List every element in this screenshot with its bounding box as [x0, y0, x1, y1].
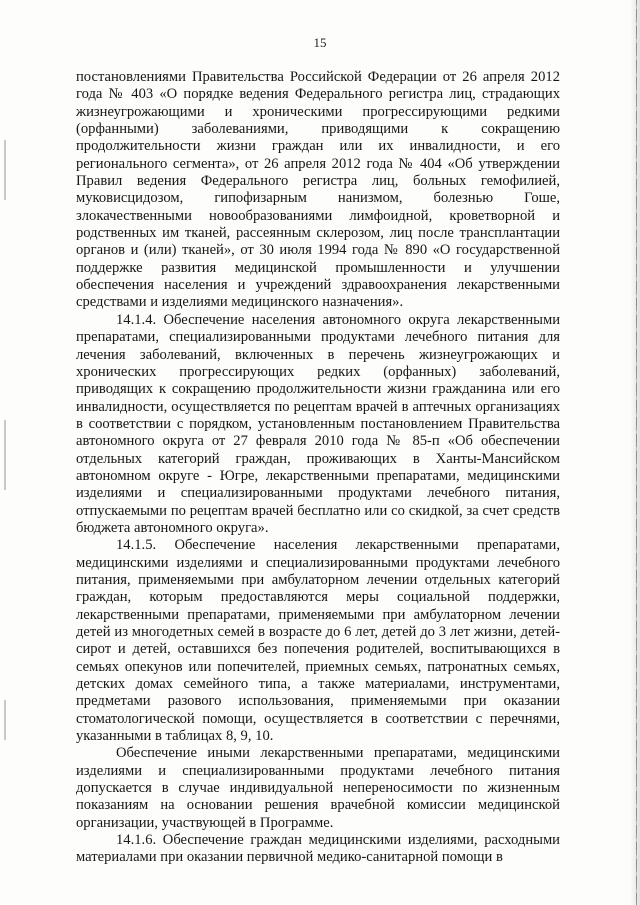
scan-mark [4, 140, 6, 200]
scan-mark [4, 700, 6, 740]
scan-mark [4, 420, 6, 490]
page-number: 15 [313, 35, 327, 50]
page-edge-line [636, 0, 637, 905]
paragraph-14-1-5: 14.1.5. Обеспечение населения лекарственными препаратами, медицинскими изделиями и специализированными продуктами лечебного питания, применяемыми при амбулаторном лечении отдельных категорий граждан, которым предоставляются меры социальной поддержки, лекарственными препаратами, применяемыми при амбулаторном лечении детей из многодетных семей в возрасте до 6 лет, детей до 3 лет жизни, детей-сирот и детей, оставшихся без попечения родителей, воспитывающихся в семьях опекунов или попечителей, приемных семьях, патронатных семьях, детских домах семейного типа, а также материалами, инструментами, предметами разового использования, применяемыми при оказании стоматологической помощи, осуществляется в соответствии с перечнями, указанными в таблицах 8, 9, 10. [76, 537, 560, 745]
document-body [76, 69, 560, 867]
paragraph-14-1-4: 14.1.4. Обеспечение населения автономного округа лекарственными препаратами, специализированными продуктами лечебного питания для лечения заболеваний, включенных в перечень жизнеугрожающих и хронических прогрессирующих редких (орфанных) заболеваний, приводящих к сокращению продолжительности жизни гражданина или его инвалидности, осуществляется по рецептам врачей в аптечных организациях в соответствии с порядком, установленным постановлением Правительства автономного округа от 27 февраля 2010 года № 85-п «Об обеспечении отдельных категорий граждан, проживающих в Ханты-Мансийском автономном округе - Югре, лекарственными препаратами, медицинскими изделиями и специализированными продуктами лечебного питания, отпускаемыми по рецептам врачей бесплатно или со скидкой, за счет средств бюджета автономного округа». [76, 311, 560, 536]
paragraph-other-provision: Обеспечение иными лекарственными препаратами, медицинскими изделиями и специализированными продуктами лечебного питания допускается в случае индивидуальной непереносимости по жизненным показаниям на основании решения врачебной комиссии медицинской организации, участвующей в Программе. [76, 745, 560, 831]
paragraph-14-1-6: 14.1.6. Обеспечение граждан медицинскими изделиями, расходными материалами при оказании первичной медико-санитарной помощи в [76, 832, 560, 866]
page-edge-shadow [630, 0, 640, 905]
paragraph-continuation: постановлениями Правительства Российской Федерации от 26 апреля 2012 года № 403 «О порядке ведения Федерального регистра лиц, страдающих жизнеугрожающими и хроническими прогрессирующими редкими (орфанными) заболеваниями, приводящими к сокращению продолжительности жизни граждан или их инвалидности, и его регионального сегмента», от 26 апреля 2012 года № 404 «Об утверждении Правил ведения Федерального регистра лиц, больных гемофилией, муковисцидозом, гипофизарным нанизмом, болезнью Гоше, злокачественными новообразованиями лимфоидной, кроветворной и родственных им тканей, рассеянным склерозом, лиц после трансплантации органов и (или) тканей», от 30 июля 1994 года № 890 «О государственной поддержке развития медицинской промышленности и улучшении обеспечения населения и учреждений здравоохранения лекарственными средствами и изделиями медицинского назначения». [76, 69, 560, 311]
